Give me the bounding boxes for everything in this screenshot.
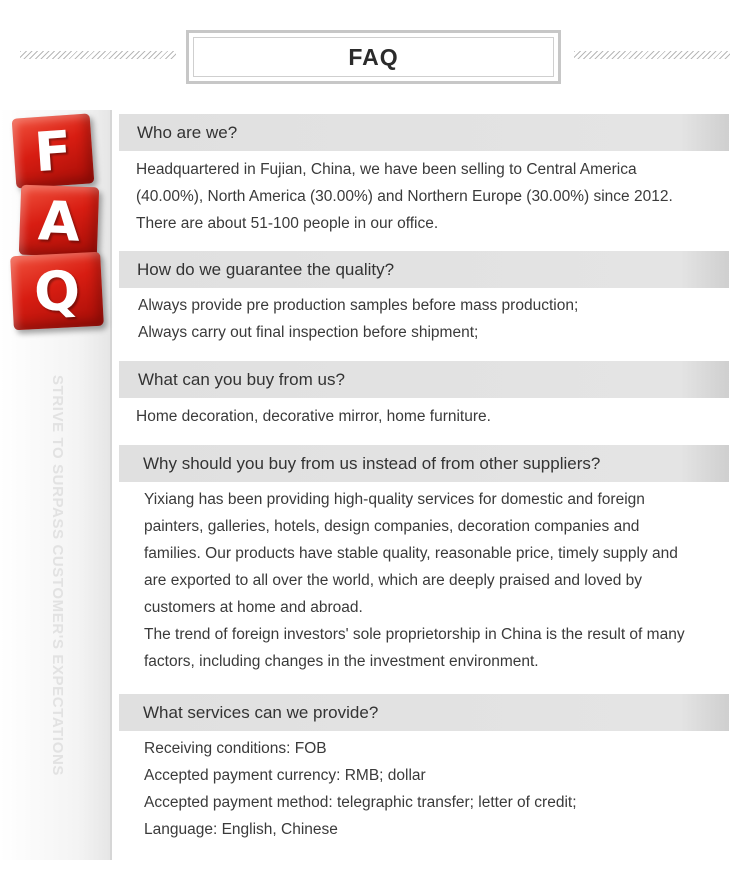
title-box (186, 30, 561, 84)
answer-line: Home decoration, decorative mirror, home furniture. (136, 408, 491, 425)
faq-question: What can you buy from us? (138, 369, 345, 389)
answer-line: customers at home and abroad. (144, 599, 363, 616)
faq-answer (119, 403, 719, 430)
faq-cube-q (10, 252, 104, 331)
answer-line: Always provide pre production samples before mass production; (138, 297, 579, 314)
answer-line: Headquartered in Fujian, China, we have been selling to Central America (136, 161, 637, 178)
answer-line: are exported to all over the world, which are deeply praised and loved by (144, 572, 643, 589)
vertical-slogan: STRIVE TO SURPASS CUSTOMER'S EXPECTATIONS (49, 375, 66, 776)
answer-line: painters, galleries, hotels, design companies, decoration companies and (144, 518, 640, 535)
answer-line: factors, including changes in the investment environment. (144, 653, 539, 670)
header-hatch-left (20, 51, 176, 59)
faq-question-bar (119, 694, 729, 731)
answer-line: There are about 51-100 people in our office. (136, 215, 439, 232)
faq-answer (119, 156, 719, 237)
faq-question-bar (119, 251, 729, 288)
faq-answer (119, 735, 719, 843)
answer-line: Always carry out final inspection before shipment; (138, 324, 479, 341)
answer-line: The trend of foreign investors' sole proprietorship in China is the result of many (144, 626, 685, 643)
page-title: FAQ (348, 43, 399, 70)
faq-cube-f (12, 113, 95, 188)
faq-cube-a (19, 185, 99, 258)
faq-question-bar (119, 361, 729, 398)
faq-question-bar (119, 445, 729, 482)
cube-letter-q: Q (32, 258, 82, 324)
faq-question: Who are we? (137, 122, 238, 142)
answer-line: Receiving conditions: FOB (144, 740, 327, 757)
faq-question: How do we guarantee the quality? (137, 259, 395, 279)
faq-answer (119, 486, 719, 675)
cube-letter-f: F (32, 118, 74, 184)
answer-line: Yixiang has been providing high-quality services for domestic and foreign (144, 491, 645, 508)
faq-answer (119, 292, 719, 346)
answer-line: families. Our products have stable quality, reasonable price, timely supply and (144, 545, 678, 562)
title-inner-frame (193, 37, 554, 77)
faq-question: Why should you buy from us instead of from other suppliers? (143, 453, 601, 473)
cube-letter-a: A (37, 188, 81, 254)
answer-line: (40.00%), North America (30.00%) and Northern Europe (30.00%) since 2012. (136, 188, 673, 205)
faq-question: What services can we provide? (143, 702, 379, 722)
header-hatch-right (574, 51, 730, 59)
answer-line: Language: English, Chinese (144, 821, 338, 838)
faq-question-bar (119, 114, 729, 151)
answer-line: Accepted payment method: telegraphic transfer; letter of credit; (144, 794, 577, 811)
answer-line: Accepted payment currency: RMB; dollar (144, 767, 426, 784)
